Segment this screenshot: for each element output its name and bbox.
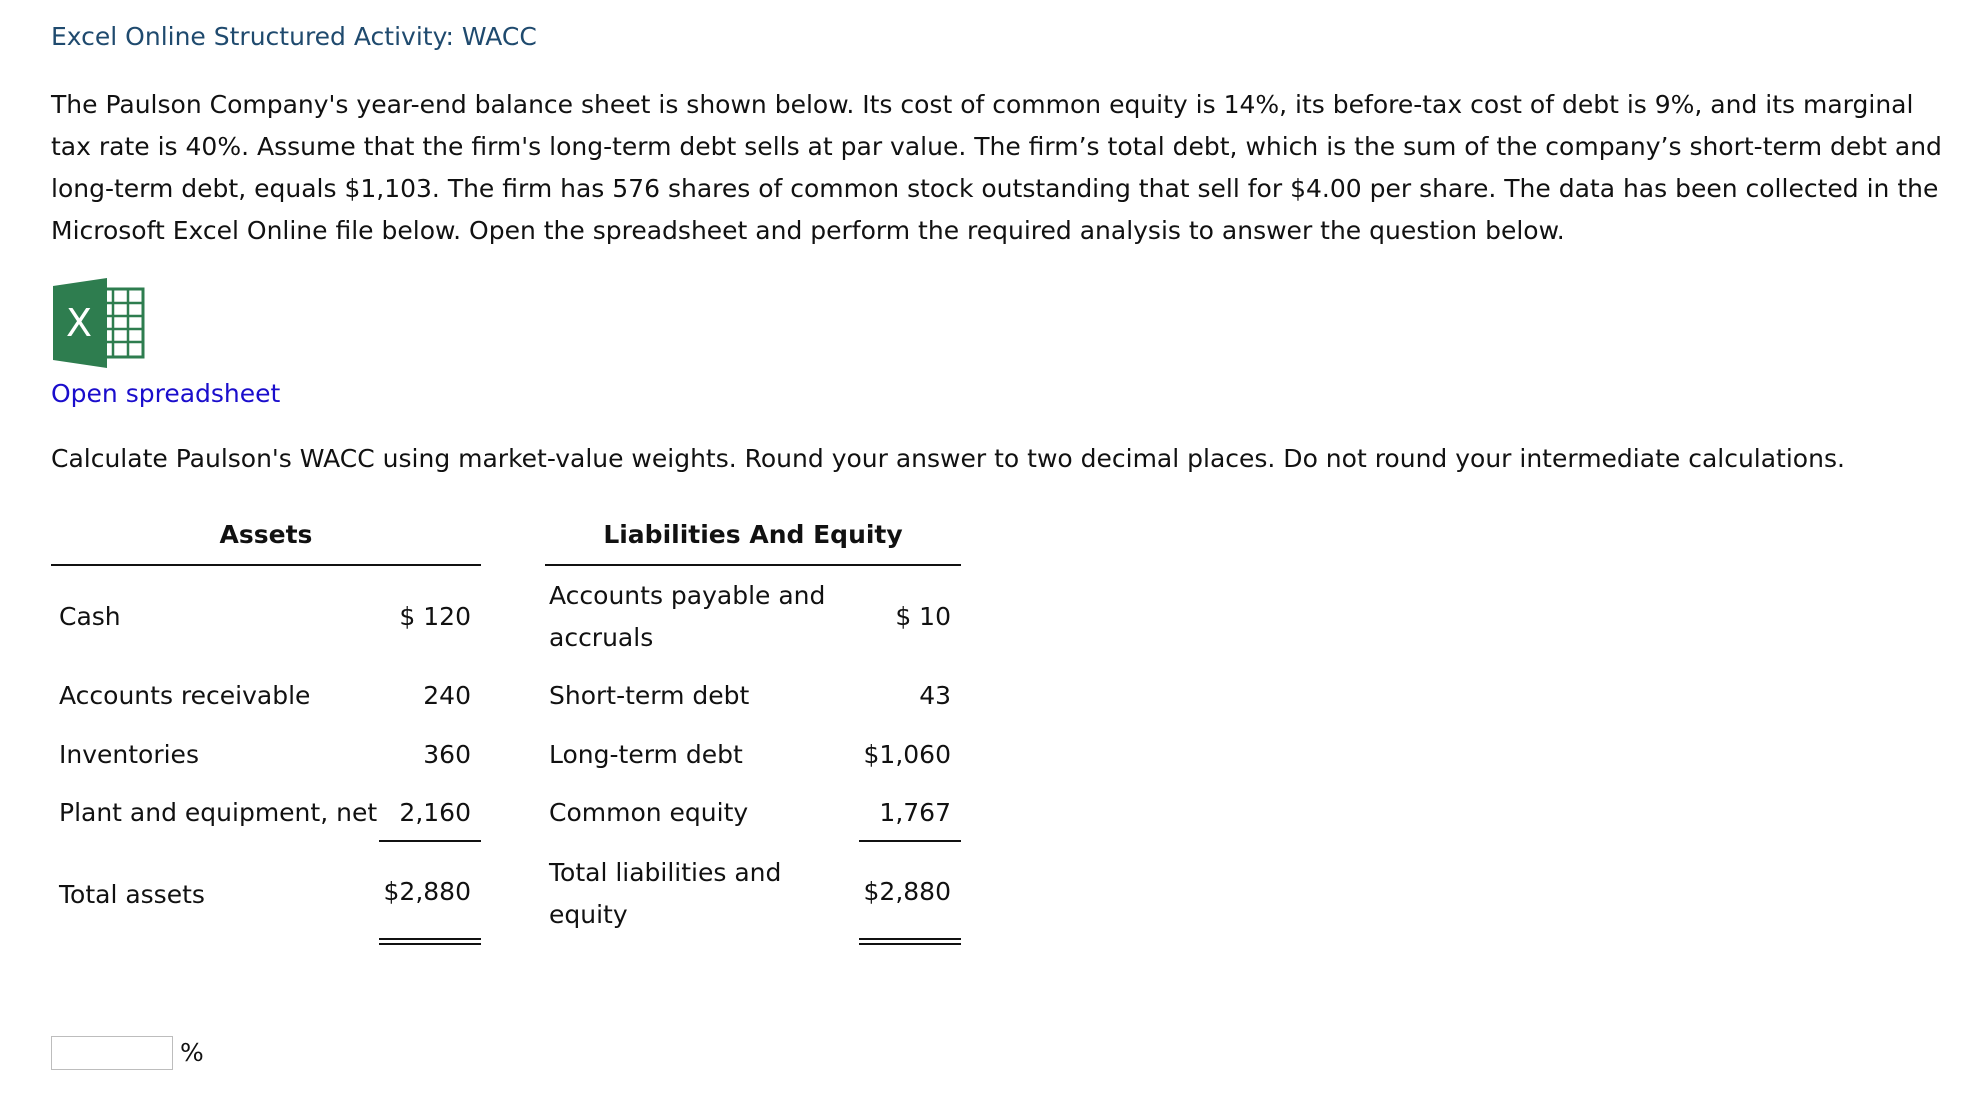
assets-header: Assets [219,520,313,549]
excel-icon-letter: X [65,301,93,345]
asset-label-plant: Plant and equipment, net [59,798,378,827]
liability-value-ap: $ 10 [895,602,951,631]
asset-label-inventories: Inventories [59,740,199,769]
asset-label-ar: Accounts receivable [59,681,311,710]
liability-value-std: 43 [919,681,951,710]
total-assets-label: Total assets [59,880,205,909]
liability-label-ltd: Long-term debt [549,740,743,769]
liability-value-ltd: $1,060 [863,740,951,769]
activity-title: Excel Online Structured Activity: WACC [51,22,537,51]
liabilities-header-rule [545,564,961,566]
assets-subtotal-rule [379,840,481,842]
liabilities-subtotal-rule [859,840,961,842]
asset-value-ar: 240 [423,681,471,710]
liability-label-equity: Common equity [549,798,749,827]
assets-total-double-rule [379,938,481,945]
liabilities-total-double-rule [859,938,961,945]
wacc-answer-input[interactable] [51,1036,173,1070]
liability-value-equity: 1,767 [879,798,951,827]
total-liabilities-value: $2,880 [863,877,951,906]
problem-statement: The Paulson Company's year-end balance sheet is shown below. Its cost of common equity is 14%, its before-tax cost of debt is 9%, and its marginal tax rate is 40%. Assume that the firm's long-term debt sells at par value. The firm’s total debt, which is the sum of the company’s short-term debt and long-term debt, equals $1,103. The firm has 576 shares of common stock outstanding that sell for $4.00 per share. The data has been collected in the Microsoft Excel Online file below. Open the spreadsheet and perform the required analysis to answer the question below. [51,90,1942,245]
asset-label-cash: Cash [59,602,121,631]
total-liabilities-label-line1: Total liabilities and [549,858,782,887]
asset-value-inventories: 360 [423,740,471,769]
assets-header-rule [51,564,481,566]
question-text: Calculate Paulson's WACC using market-value weights. Round your answer to two decimal places. Do not round your intermediate calculations. [51,444,1845,473]
liability-label-std: Short-term debt [549,681,750,710]
total-liabilities-label-line2: equity [549,900,628,929]
asset-value-plant: 2,160 [399,798,471,827]
liability-label-ap-line2: accruals [549,623,654,652]
open-spreadsheet-link[interactable]: Open spreadsheet [51,379,281,408]
liability-label-ap-line1: Accounts payable and [549,581,826,610]
liabilities-header: Liabilities And Equity [603,520,903,549]
asset-value-cash: $ 120 [399,602,471,631]
total-assets-value: $2,880 [383,877,471,906]
excel-icon[interactable] [53,278,147,368]
percent-unit: % [180,1038,204,1067]
